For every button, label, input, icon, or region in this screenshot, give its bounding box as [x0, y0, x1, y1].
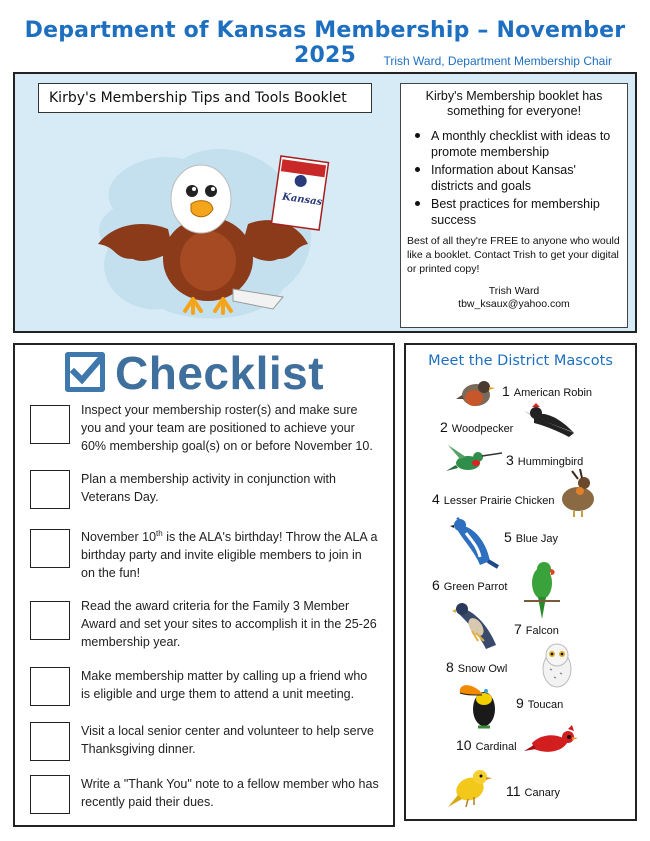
hummingbird-icon	[446, 441, 502, 479]
prairie-chicken-icon	[556, 469, 602, 517]
kirby-booklet-title: Kirby's Membership Tips and Tools Booklet	[38, 83, 372, 113]
task-text: Inspect your membership roster(s) and make sure you and your team are positioned to achieve your 60% membership goal(s) on or before November 10.	[81, 403, 373, 453]
booklet-info-lead: Kirby's Membership booklet has something for everyone!	[425, 89, 603, 118]
mascot-label: 1 American Robin	[502, 383, 593, 399]
task-checkbox[interactable]	[30, 405, 70, 444]
snow-owl-icon	[538, 641, 576, 689]
mascot-label: 5 Blue Jay	[504, 529, 558, 545]
mascot-label: 8 Snow Owl	[446, 659, 508, 675]
blue-jay-icon	[450, 517, 504, 569]
falcon-icon	[452, 601, 508, 653]
mascots-title: Meet the District Mascots	[428, 353, 613, 369]
checkbox-checked-icon	[65, 352, 105, 392]
district-mascots-panel	[404, 343, 637, 821]
checklist-panel	[13, 343, 395, 827]
woodpecker-icon	[524, 403, 584, 443]
cardinal-icon	[524, 725, 578, 759]
task-checkbox[interactable]	[30, 667, 70, 706]
task-checkbox[interactable]	[30, 775, 70, 814]
task-text: Plan a membership activity in conjunction with Veterans Day.	[81, 472, 336, 504]
list-item: Information about Kansas' districts and goals	[411, 162, 621, 194]
contact-email: tbw_ksaux@yahoo.com	[458, 298, 570, 310]
booklet-info-box	[400, 83, 628, 328]
robin-icon	[456, 377, 496, 411]
svg-text:Kansas: Kansas	[281, 191, 323, 209]
task-text: Read the award criteria for the Family 3 Member Award and set your sites to accomplish it in the 25-26 membership year.	[81, 599, 377, 649]
task-text: Write a "Thank You" note to a fellow member who has recently paid their dues.	[81, 777, 379, 809]
toucan-icon	[458, 677, 512, 729]
mascot-label: 6 Green Parrot	[432, 577, 508, 593]
contact-signature	[407, 285, 621, 311]
task-checkbox[interactable]	[30, 601, 70, 640]
booklet-info-list	[411, 128, 621, 228]
task-checkbox[interactable]	[30, 722, 70, 761]
canary-icon	[446, 765, 496, 811]
mascot-label: 11 Canary	[506, 783, 561, 799]
page-subtitle: Trish Ward, Department Membership Chair	[383, 54, 612, 68]
mascot-label: 2 Woodpecker	[440, 419, 514, 435]
list-item: Best practices for membership success	[411, 196, 621, 228]
list-item: A monthly checklist with ideas to promote membership	[411, 128, 621, 160]
contact-name: Trish Ward	[488, 285, 540, 297]
mascot-label: 10 Cardinal	[456, 737, 517, 753]
eagle-mascot-icon	[73, 119, 333, 329]
task-text: Visit a local senior center and volunteer to help serve Thanksgiving dinner.	[81, 724, 374, 756]
task-text: November 10th is the ALA's birthday! Throw the ALA a birthday party and invite eligible members to join in on the fun!	[81, 529, 378, 581]
booklet-free-text: Best of all they're FREE to anyone who would like a booklet. Contact Trish to get your digital or printed copy!	[407, 235, 620, 275]
task-checkbox[interactable]	[30, 470, 70, 509]
task-text: Make membership matter by calling up a friend who is eligible and urge them to attend a unit meeting.	[81, 669, 368, 701]
green-parrot-icon	[524, 561, 560, 619]
page-title: Department of Kansas Membership – November 2025	[24, 18, 626, 68]
mascot-label: 4 Lesser Prairie Chicken	[432, 491, 555, 507]
mascot-label: 9 Toucan	[516, 695, 564, 711]
mascot-label: 7 Falcon	[514, 621, 559, 637]
checklist-heading: Checklist	[115, 347, 325, 399]
mascot-label: 3 Hummingbird	[506, 452, 584, 468]
task-checkbox[interactable]	[30, 529, 70, 568]
kirby-booklet-panel	[13, 72, 637, 333]
